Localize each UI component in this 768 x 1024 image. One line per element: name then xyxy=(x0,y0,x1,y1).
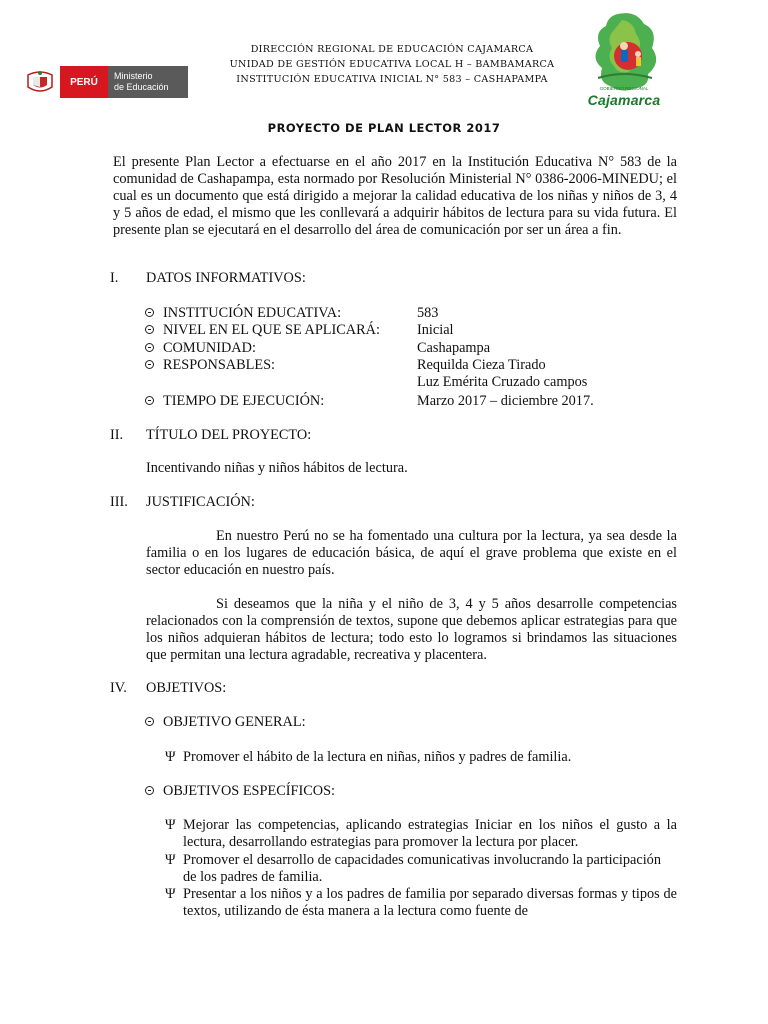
section-heading-1 xyxy=(110,270,306,287)
datos-value: 583 xyxy=(417,305,439,321)
datos-label: TIEMPO DE EJECUCIÓN: xyxy=(163,393,325,409)
objective-specific-item-3 xyxy=(165,886,677,920)
project-title-text: Incentivando niñas y niños hábitos de lectura. xyxy=(146,460,408,476)
datos-label: COMUNIDAD: xyxy=(163,340,256,356)
objective-text: Promover el desarrollo de capacidades comunicativas involucrando la participación de los padres de familia. xyxy=(183,852,661,885)
section-heading-4 xyxy=(110,680,226,697)
ministry-line-1: Ministerio xyxy=(114,71,153,81)
section-title: TÍTULO DEL PROYECTO: xyxy=(146,427,312,443)
section-heading-2 xyxy=(110,427,311,444)
datos-value: Requilda Cieza Tirado xyxy=(417,357,546,373)
circle-bullet-icon xyxy=(145,717,154,726)
psi-bullet-icon: Ψ xyxy=(165,817,176,833)
institution-header xyxy=(196,42,588,87)
datos-row-responsables xyxy=(145,357,546,374)
datos-value: Inicial xyxy=(417,322,454,338)
datos-row-tiempo xyxy=(145,393,594,410)
section-number: IV. xyxy=(110,680,127,696)
section-number: III. xyxy=(110,494,128,510)
header-line-3: INSTITUCIÓN EDUCATIVA INICIAL N° 583 – CASHAPAMPA xyxy=(236,74,548,85)
intro-paragraph: El presente Plan Lector a efectuarse en el año 2017 en la Institución Educativa N° 583 de la comunidad de Cashapampa, esta normado por Resolución Ministerial N° 0386-2006-MINEDU; el cual es un documento que está dirigido a mejorar la calidad educativa de los niñas y niños de 3, 4 y 5 años de edad, el mismo que les conllevará a adquirir hábitos de lectura para su vida futura. El presente plan se ejecutará en el desarrollo del área de comunicación por ser un área a fin. xyxy=(113,154,677,238)
objective-specific-item-2 xyxy=(165,852,677,886)
objective-general-heading xyxy=(145,714,306,731)
objective-text: Promover el hábito de la lectura en niñas, niños y padres de familia. xyxy=(183,749,572,765)
datos-value: Marzo 2017 – diciembre 2017. xyxy=(417,393,594,409)
datos-row-nivel xyxy=(145,322,454,339)
datos-label: NIVEL EN EL QUE SE APLICARÁ: xyxy=(163,322,380,338)
circle-bullet-icon xyxy=(145,325,154,334)
datos-label: RESPONSABLES: xyxy=(163,357,276,373)
section-number: II. xyxy=(110,427,124,443)
circle-bullet-icon xyxy=(145,786,154,795)
ministry-line-2: de Educación xyxy=(114,82,169,92)
objective-text: Mejorar las competencias, aplicando estrategias Iniciar en los niños el gusto a la lectura, desarrollando estrategias para promover la lectura por placer. xyxy=(183,817,677,850)
objective-specific-label: OBJETIVOS ESPECÍFICOS: xyxy=(163,783,335,799)
section-title: JUSTIFICACIÓN: xyxy=(146,494,255,510)
objective-specific-heading xyxy=(145,783,335,800)
psi-bullet-icon: Ψ xyxy=(165,886,176,902)
datos-row-responsable-2 xyxy=(145,374,587,391)
document-title: PROYECTO DE PLAN LECTOR 2017 xyxy=(267,121,501,135)
objective-specific-item-1 xyxy=(165,817,677,851)
datos-row-institucion xyxy=(145,305,438,322)
circle-bullet-icon xyxy=(145,360,154,369)
objective-text: Presentar a los niños y a los padres de familia por separado diversas formas y tipos de textos, utilizando de ésta manera a la lectura como fuente de xyxy=(183,886,677,919)
psi-bullet-icon: Ψ xyxy=(165,852,176,868)
datos-row-comunidad xyxy=(145,340,490,357)
circle-bullet-icon xyxy=(145,343,154,352)
ministry-logo xyxy=(20,66,188,98)
regional-government-label: GOBIERNO REGIONAL xyxy=(599,86,649,91)
datos-value: Cashapampa xyxy=(417,340,491,356)
section-title: DATOS INFORMATIVOS: xyxy=(146,270,306,286)
circle-bullet-icon xyxy=(145,396,154,405)
circle-bullet-icon xyxy=(145,308,154,317)
peru-shield-icon xyxy=(20,66,60,98)
section-title: OBJETIVOS: xyxy=(146,680,227,696)
justification-paragraph-1: En nuestro Perú no se ha fomentado una cultura por la lectura, ya sea desde la familia o en los lugares de educación básica, de aquí el grave problema que existe en el sector educación en nuestro país. xyxy=(146,528,677,578)
justification-paragraph-2: Si deseamos que la niña y el niño de 3, 4 y 5 años desarrolle competencias relacionados con la comprensión de textos, supone que debemos aplicar estrategias para que los niños adquieran hábitos de lectura; todo esto lo logramos si brindamos las situaciones que permitan una lectura agradable, recreativa y placentera. xyxy=(146,596,677,663)
psi-bullet-icon: Ψ xyxy=(165,749,176,765)
objective-general-label: OBJETIVO GENERAL: xyxy=(163,714,306,730)
section-heading-3 xyxy=(110,494,255,511)
peru-label: PERÚ xyxy=(60,66,108,98)
regional-name: Cajamarca xyxy=(587,92,661,108)
datos-value: Luz Emérita Cruzado campos xyxy=(417,374,588,390)
header-line-1: DIRECCIÓN REGIONAL DE EDUCACIÓN CAJAMARCA xyxy=(250,44,534,55)
section-number: I. xyxy=(110,270,119,286)
header-line-2: UNIDAD DE GESTIÓN EDUCATIVA LOCAL H – BAMBAMARCA xyxy=(229,59,555,70)
datos-label: INSTITUCIÓN EDUCATIVA: xyxy=(163,305,342,321)
ministry-label xyxy=(108,66,188,98)
objective-general-item xyxy=(165,749,677,766)
